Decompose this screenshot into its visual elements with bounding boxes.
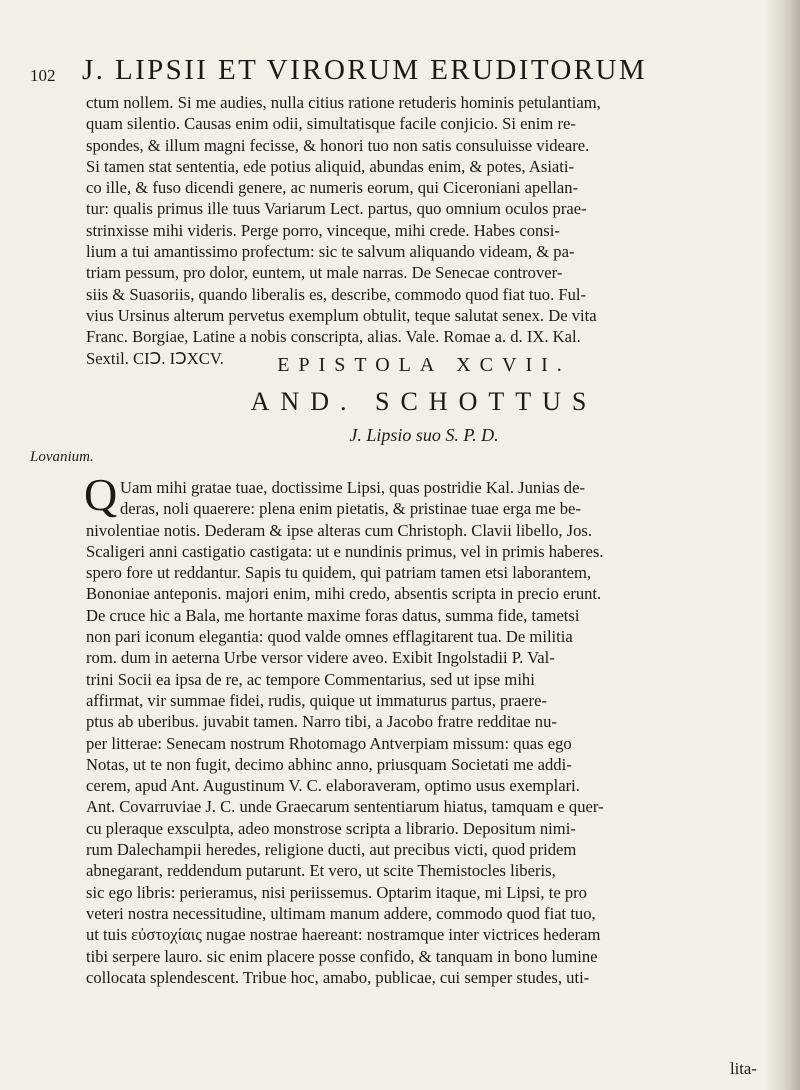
text-line: quam silentio. Causas enim odii, simultatisque facile conjicio. Si enim re- (86, 114, 576, 134)
text-line: ut tuis εὐστοχίαις nugae nostrae haereant: nostramque inter victrices hederam (86, 925, 601, 945)
text-line: abnegarant, reddendum putarunt. Et vero, ut scite Themistocles liberis, (86, 861, 556, 881)
running-title: J. LIPSII ET VIRORUM ERUDITORUM (82, 54, 648, 86)
text-line: lium a tui amantissimo profectum: sic te salvum aliquando videam, & pa- (86, 242, 575, 262)
running-head (30, 54, 770, 88)
text-line: Bononiae anteponis. majori enim, mihi credo, absentis scripta in precio erunt. (86, 584, 602, 604)
letter-heading: EPISTOLA XCVII. (277, 354, 571, 376)
text-line: tibi serpere lauro. sic enim placere posse confido, & tanquam in bono lumine (86, 946, 598, 966)
text-line: cerem, apud Ant. Augustinum V. C. elaboraveram, optimo usus exemplari. (86, 776, 580, 796)
text-line: co ille, & fuso dicendi genere, ac numeris eorum, qui Ciceroniani apellan- (86, 178, 579, 198)
text-line: tur: qualis primus ille tuus Variarum Lect. partus, quo omnium oculos prae- (86, 199, 587, 219)
letter-place: Lovanium. (30, 449, 94, 465)
text-line: siis & Suasoriis, quando liberalis es, describe, commodo quod fiat tuo. Ful- (86, 284, 587, 304)
text-line: rom. dum in aeterna Urbe versor videre aveo. Exibit Ingolstadii P. Val- (86, 648, 555, 668)
drop-cap: Q (84, 469, 118, 520)
text-line: non pari iconum elegantia: quod valde omnes efflagitarent tua. De militia (86, 627, 573, 647)
text-line: Ant. Covarruviae J. C. unde Graecarum sententiarum hiatus, tamquam e quer- (86, 797, 604, 817)
catchword: lita- (730, 1059, 757, 1078)
text-line: per litterae: Senecam nostrum Rhotomago Antverpiam missum: quas ego (86, 733, 572, 753)
text-line: Franc. Borgiae, Latine a nobis conscripta, alias. Vale. Romae a. d. IX. Kal. (86, 327, 581, 347)
text-line: veteri nostra necessitudine, ultimam manum addere, commodo quod fiat tuo, (86, 903, 596, 923)
text-line: Scaligeri anni castigatio castigata: ut e nundinis primus, vel in primis haberes. (86, 541, 604, 561)
text-line: deras, noli quaerere: plena enim pietatis, & pristinae tuae erga me be- (120, 499, 581, 519)
text-line: Uam mihi gratae tuae, doctissime Lipsi, quas postridie Kal. Junias de- (120, 478, 585, 497)
text-line: collocata splendescent. Tribue hoc, amabo, publicae, cui semper studes, uti- (86, 967, 590, 987)
text-line: ptus ab uberibus. juvabit tamen. Narro tibi, a Jacobo fratre redditae nu- (86, 712, 557, 732)
previous-letter-text (86, 92, 762, 369)
letter-author: AND. SCHOTTUS (250, 387, 598, 416)
text-line: strinxisse mihi videris. Perge porro, vinceque, mihi crede. Habes consi- (86, 220, 560, 240)
text-line: vius Ursinus alterum pervetus exemplum obtulit, teque salutat senex. De vita (86, 305, 597, 325)
text-line: rum Dalechampii heredes, religione ducti, aut precibus victi, quod pridem (86, 840, 577, 860)
text-line: Notas, ut te non fugit, decimo abhinc anno, priusquam Societati me addi- (86, 754, 572, 774)
text-line: trini Socii ea ipsa de re, ac tempore Commentarius, sed ut ipse mihi (86, 669, 535, 689)
text-line: cu pleraque exsculpta, adeo monstrose scripta a librario. Depositum nimi- (86, 818, 576, 838)
text-line: nivolentiae notis. Dederam & ipse alteras cum Christoph. Clavii libello, Jos. (86, 520, 593, 540)
text-line: sic ego libris: perieramus, nisi periissemus. Optarim itaque, mi Lipsi, te pro (86, 882, 587, 902)
letter-body-text (86, 477, 762, 988)
page-edge-shadow (766, 0, 800, 1090)
text-line: spondes, & illum magni fecisse, & honori tuo non satis consuluisse videare. (86, 135, 590, 155)
text-line: spero fore ut reddantur. Sapis tu quidem, qui patriam tamen etsi laborantem, (86, 563, 592, 583)
letter-salutation: J. Lipsio suo S. P. D. (349, 425, 499, 445)
page-number: 102 (30, 66, 56, 85)
text-line: triam pessum, pro dolor, euntem, ut male narras. De Senecae controver- (86, 263, 563, 283)
text-line: ctum nollem. Si me audies, nulla citius ratione retuderis hominis petulantiam, (86, 93, 601, 112)
text-line: Sextil. CIↃ. IↃXCV. (86, 348, 224, 368)
text-line: De cruce hic a Bala, me hortante maxime foras datus, summa fide, tametsi (86, 605, 580, 625)
text-line: affirmat, vir summae fidei, rudis, quique ut immaturus partus, praere- (86, 690, 547, 710)
text-line: Si tamen stat sententia, ede potius aliquid, abundas enim, & potes, Asiati- (86, 156, 575, 176)
